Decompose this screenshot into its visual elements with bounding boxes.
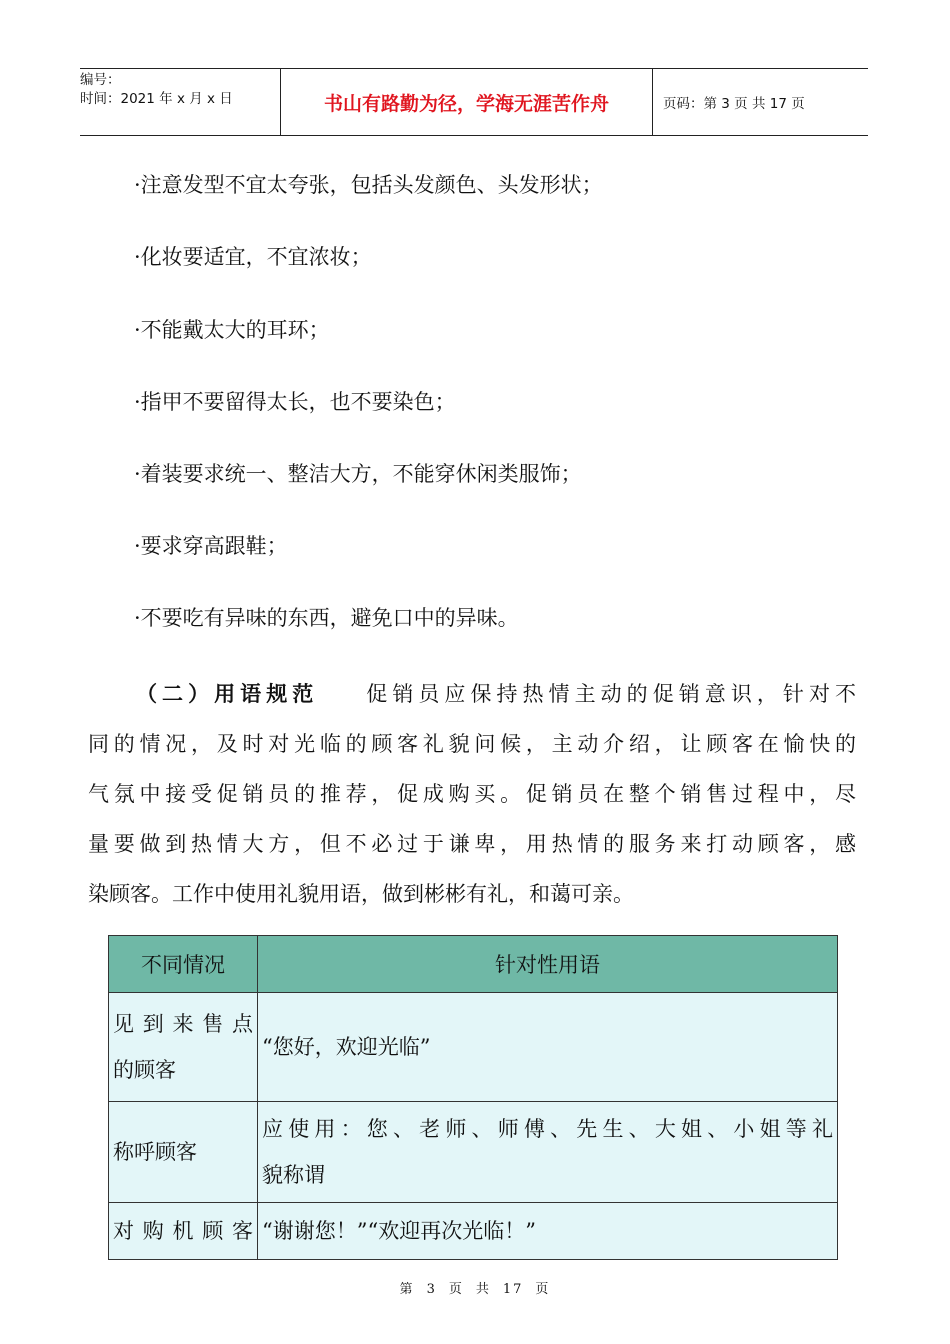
bullet-item: ·不要吃有异味的东西，避免口中的异味。 <box>134 606 519 630</box>
table-row <box>109 1203 838 1260</box>
table-cell-case <box>109 1203 258 1260</box>
cell-line: “您好，欢迎光临” <box>262 1035 431 1059</box>
cell-line: 见到来售点 <box>113 1012 253 1036</box>
header-meta <box>80 69 281 135</box>
section-heading: （二）用语规范 <box>136 682 319 706</box>
bullet-item: ·着装要求统一、整洁大方，不能穿休闲类服饰； <box>134 462 582 486</box>
footer-total-pages: 17 <box>502 1282 524 1297</box>
cell-line: 的顾客 <box>113 1058 176 1082</box>
paragraph-line: 同的情况，及时对光临的顾客礼貌问候，主动介绍，让顾客在愉快的 <box>88 732 856 756</box>
cell-line: 称呼顾客 <box>113 1140 197 1164</box>
page-header <box>80 68 868 136</box>
table-header-case: 不同情况 <box>109 936 258 993</box>
table-cell-phrase <box>258 1203 838 1260</box>
bullet-item: ·不能戴太大的耳环； <box>134 318 330 342</box>
table-cell-case <box>109 993 258 1102</box>
paragraph-text: 促销员应保持热情主动的促销意识，针对不 <box>366 682 856 706</box>
table-cell-phrase <box>258 993 838 1102</box>
bullet-item: ·化妆要适宜，不宜浓妆； <box>134 245 372 269</box>
footer-page-number: 3 <box>426 1282 437 1297</box>
table-row <box>109 993 838 1102</box>
table-cell-phrase <box>258 1102 838 1203</box>
header-page-info: 页码：第 3 页 共 17 页 <box>663 96 805 112</box>
footer-word: 页 <box>535 1282 551 1297</box>
bullet-item: ·指甲不要留得太长，也不要染色； <box>134 390 456 414</box>
section-paragraph <box>88 669 856 919</box>
table-cell-case <box>109 1102 258 1203</box>
cell-line: 貌称谓 <box>262 1163 325 1187</box>
bullet-item: ·要求穿高跟鞋； <box>134 534 288 558</box>
header-time-label: 时间：2021 年 x 月 x 日 <box>80 91 233 107</box>
cell-line: 应使用：您、老师、师傅、先生、大姐、小姐等礼 <box>262 1117 833 1141</box>
page-footer <box>0 1278 950 1297</box>
header-number-label: 编号： <box>80 72 121 88</box>
cell-line: “谢谢您！”“欢迎再次光临！” <box>262 1219 536 1243</box>
bullet-item: ·注意发型不宜太夸张，包括头发颜色、头发形状； <box>134 173 603 197</box>
footer-word: 页 <box>448 1282 464 1297</box>
paragraph-line <box>88 669 856 719</box>
footer-word: 第 <box>399 1282 415 1297</box>
footer-word: 共 <box>475 1282 491 1297</box>
paragraph-line: 量要做到热情大方，但不必过于谦卑，用热情的服务来打动顾客，感 <box>88 832 856 856</box>
table-header-row <box>109 936 838 993</box>
header-motto: 书山有路勤为径，学海无涯苦作舟 <box>281 69 653 135</box>
table-header-phrase: 针对性用语 <box>258 936 838 993</box>
table-row <box>109 1102 838 1203</box>
paragraph-line: 染顾客。工作中使用礼貌用语，做到彬彬有礼，和蔼可亲。 <box>88 882 634 906</box>
cell-line: 对购机顾客 <box>113 1219 253 1243</box>
phrase-table <box>108 935 838 1260</box>
paragraph-line: 气氛中接受促销员的推荐，促成购买。促销员在整个销售过程中，尽 <box>88 782 856 806</box>
